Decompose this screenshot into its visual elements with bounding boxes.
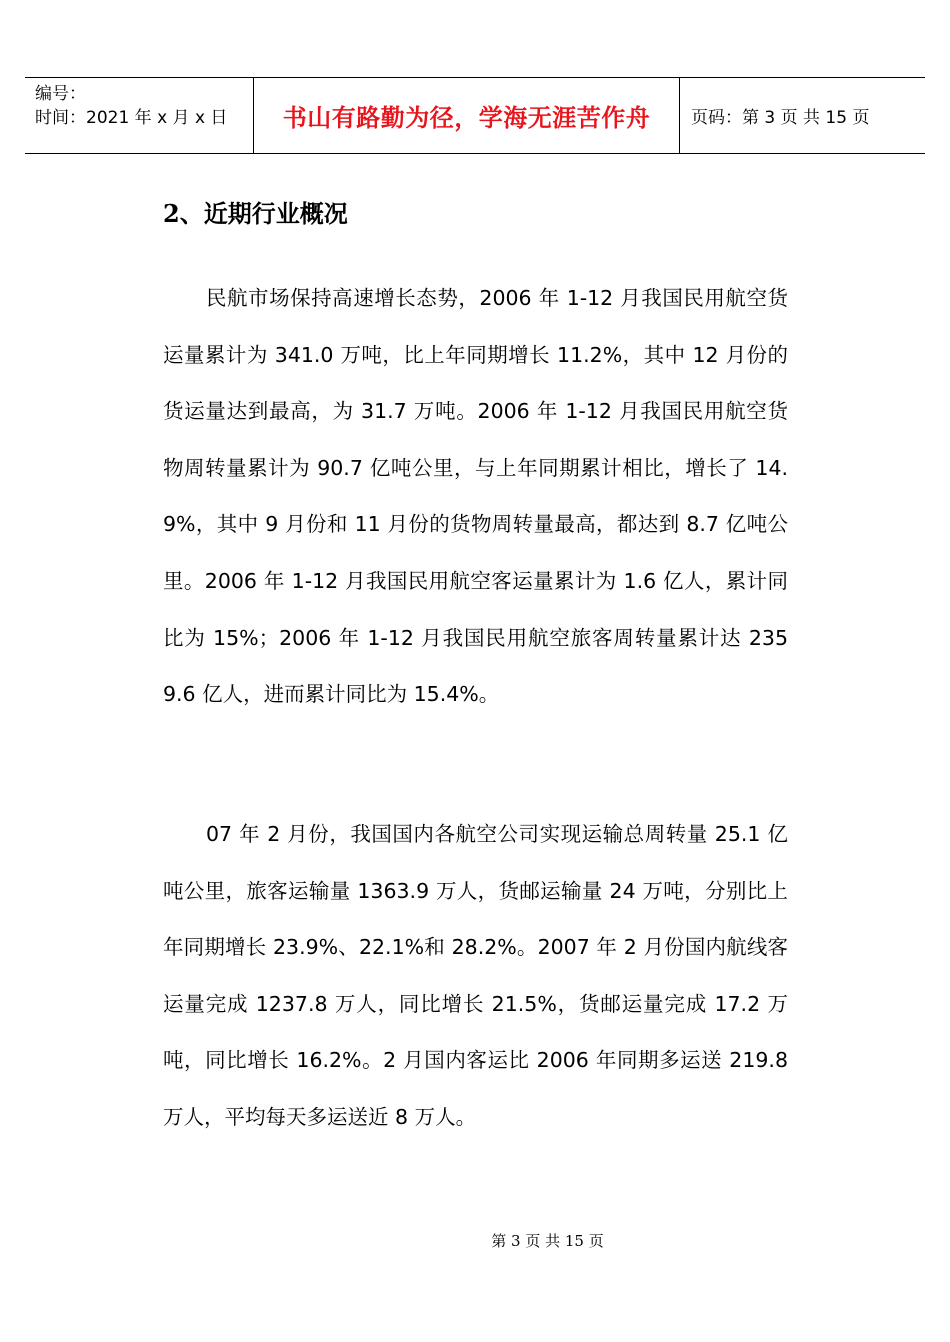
page-footer: 第 3 页 共 15 页 xyxy=(491,1232,604,1250)
section-title: 2、近期行业概况 xyxy=(163,199,348,228)
header-page-code: 页码：第 3 页 共 15 页 xyxy=(691,108,870,128)
header-motto-cell xyxy=(254,78,680,153)
header-page-cell xyxy=(680,78,925,153)
header-meta-cell xyxy=(25,78,254,153)
body-paragraph-2: 07 年 2 月份，我国国内各航空公司实现运输总周转量 25.1 亿吨公里，旅客运输量 1363.9 万人，货邮运输量 24 万吨，分别比上年同期增长 23.9%、22.1%和 28.2%。2007 年 2 月份国内航线客运量完成 1237.8 万人，同比增长 21.5%，货邮运量完成 17.2 万吨，同比增长 16.2%。2 月国内客运比 2006 年同期多运送 219.8 万人，平均每天多运送近 8 万人。 xyxy=(163,822,788,1129)
page-header xyxy=(25,77,925,154)
document-number-label: 编号： xyxy=(35,84,86,104)
body-paragraph-1: 民航市场保持高速增长态势，2006 年 1-12 月我国民用航空货运量累计为 341.0 万吨，比上年同期增长 11.2%，其中 12 月份的货运量达到最高，为 31.7 万吨。2006 年 1-12 月我国民用航空货物周转量累计为 90.7 亿吨公里，与上年同期累计相比，增长了 14.9%，其中 9 月份和 11 月份的货物周转量最高，都达到 8.7 亿吨公里。2006 年 1-12 月我国民用航空客运量累计为 1.6 亿人，累计同比为 15%；2006 年 1-12 月我国民用航空旅客周转量累计达 2359.6 亿人，进而累计同比为 15.4%。 xyxy=(163,286,788,707)
document-time-label: 时间：2021 年 x 月 x 日 xyxy=(35,108,228,128)
header-motto: 书山有路勤为径，学海无涯苦作舟 xyxy=(282,103,651,132)
